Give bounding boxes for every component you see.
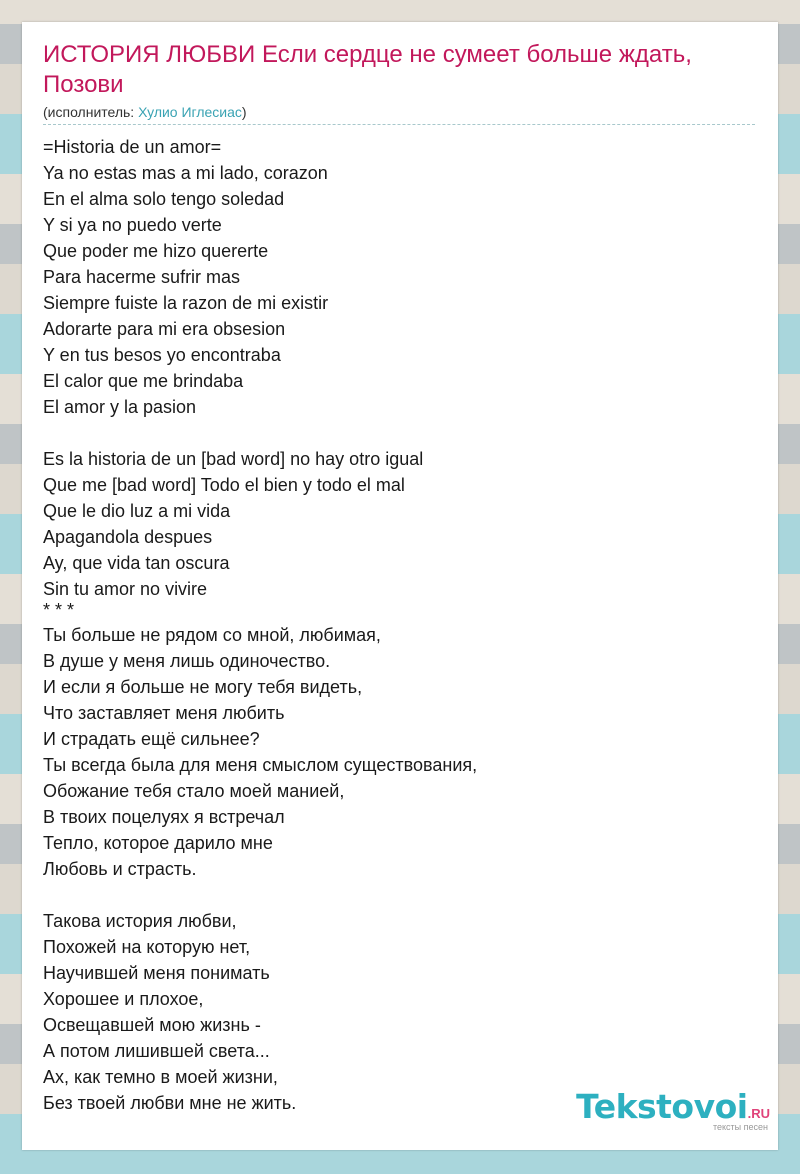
lyric-line: =Historia de un amor= [43, 137, 222, 157]
lyric-line: Тепло, которое дарило мне [43, 833, 273, 853]
byline-prefix: (исполнитель: [43, 104, 139, 120]
lyrics-text [43, 134, 753, 1116]
lyric-line: El amor y la pasion [43, 397, 197, 417]
lyric-line: Ты всегда была для меня смыслом существования, [43, 755, 478, 775]
lyric-line: В душе у меня лишь одиночество. [43, 651, 331, 671]
lyric-line: Es la historia de un [bad word] no hay otro igual [43, 449, 424, 469]
artist-byline [43, 104, 247, 120]
lyrics-card [22, 22, 778, 1150]
artist-link[interactable]: Хулио Иглесиас [138, 104, 242, 120]
lyric-line: Любовь и страсть. [43, 859, 197, 879]
lyric-line: А потом лишившей света... [43, 1041, 270, 1061]
site-logo[interactable] [576, 1087, 770, 1132]
lyric-line: В твоих поцелуях я встречал [43, 807, 285, 827]
lyric-line: Ay, que vida tan oscura [43, 553, 230, 573]
lyric-line: * * * [43, 600, 75, 620]
lyric-line: И если я больше не могу тебя видеть, [43, 677, 363, 697]
lyric-line [43, 882, 753, 908]
lyric-line: Похожей на которую нет, [43, 937, 251, 957]
lyric-line: Sin tu amor no vivire [43, 579, 208, 599]
lyric-line: Y si ya no puedo verte [43, 215, 222, 235]
lyric-line: Такова история любви, [43, 911, 237, 931]
lyric-line: Para hacerme sufrir mas [43, 267, 241, 287]
lyric-line: Que le dio luz a mi vida [43, 501, 231, 521]
lyric-line: Что заставляет меня любить [43, 703, 285, 723]
lyric-line: Обожание тебя стало моей манией, [43, 781, 345, 801]
lyric-line: Ты больше не рядом со мной, любимая, [43, 625, 381, 645]
page-title: ИСТОРИЯ ЛЮБВИ Если сердце не сумеет больше ждать, Позови [43, 41, 692, 98]
lyric-line: Ах, как темно в моей жизни, [43, 1067, 278, 1087]
lyric-line: Adorarte para mi era obsesion [43, 319, 286, 339]
lyric-line: Siempre fuiste la razon de mi existir [43, 293, 329, 313]
lyric-line: Ya no estas mas a mi lado, corazon [43, 163, 328, 183]
lyric-line: Apagandola despues [43, 527, 213, 547]
lyric-line: Y en tus besos yo encontraba [43, 345, 281, 365]
lyric-line: Без твоей любви мне не жить. [43, 1093, 297, 1113]
logo-domain: .RU [747, 1106, 770, 1121]
lyric-line: En el alma solo tengo soledad [43, 189, 285, 209]
lyric-line: El calor que me brindaba [43, 371, 244, 391]
divider [43, 124, 755, 125]
logo-tagline: тексты песен [712, 1122, 768, 1132]
lyric-line: Que poder me hizo quererte [43, 241, 269, 261]
byline-suffix: ) [241, 104, 247, 120]
logo-wordmark: Tekstovoi [576, 1087, 748, 1126]
lyric-line: Que me [bad word] Todo el bien y todo el mal [43, 475, 405, 495]
lyric-line [43, 420, 753, 446]
lyric-line: И страдать ещё сильнее? [43, 729, 260, 749]
lyric-line: Научившей меня понимать [43, 963, 270, 983]
lyric-line: Хорошее и плохое, [43, 989, 204, 1009]
lyric-line: Освещавшей мою жизнь - [43, 1015, 261, 1035]
